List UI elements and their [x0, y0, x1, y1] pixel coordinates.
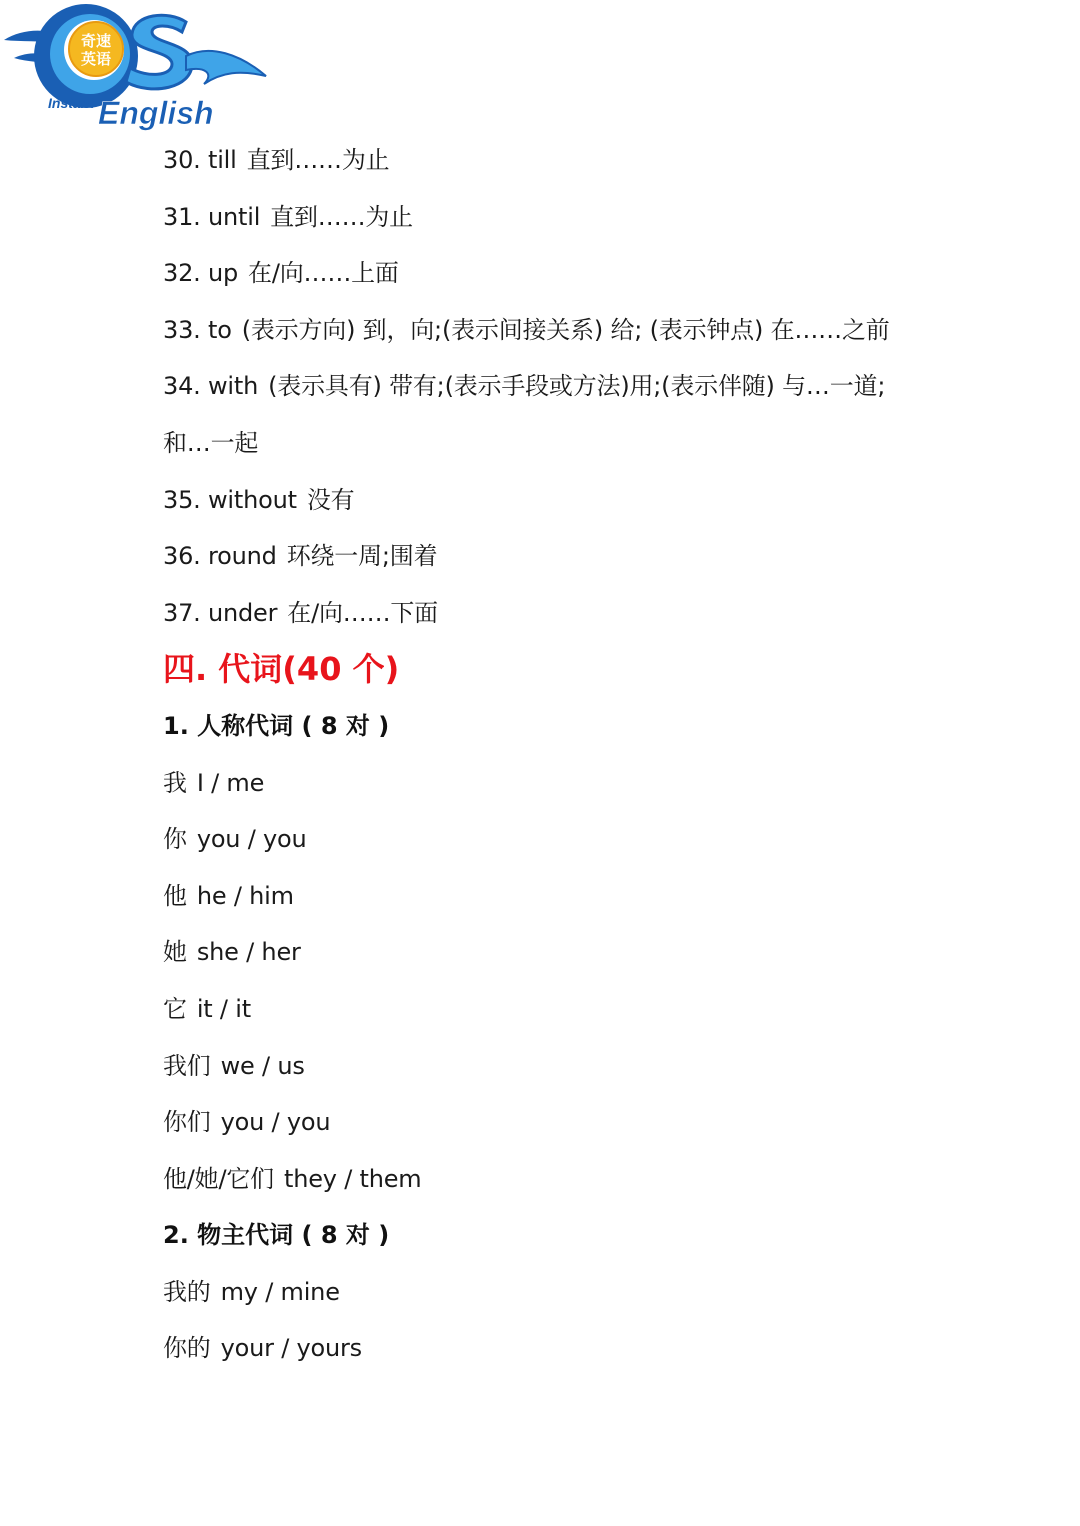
pronoun-chinese: 我们	[163, 1051, 211, 1080]
preposition-meaning: 在/向……下面	[287, 598, 438, 627]
preposition-meaning: 直到……为止	[246, 146, 390, 174]
preposition-meaning: (表示方向) 到，向;(表示间接关系) 给; (表示钟点) 在……之前	[241, 315, 890, 344]
preposition-word: 34. with	[163, 372, 259, 401]
preposition-item	[163, 528, 1043, 585]
pronoun-chinese: 你们	[163, 1108, 211, 1137]
preposition-word: 33. to	[163, 315, 232, 344]
pronoun-english: I / me	[196, 768, 265, 797]
pronoun-chinese: 我的	[163, 1277, 211, 1306]
preposition-item	[163, 132, 1043, 189]
pronoun-item	[163, 1264, 1043, 1321]
pronoun-chinese: 你的	[163, 1334, 211, 1363]
logo-english-text: English	[98, 95, 214, 131]
pronoun-chinese: 他	[163, 881, 187, 910]
preposition-word: 31. until	[163, 202, 261, 231]
subsection-title-personal-pronouns: 1. 人称代词 ( 8 对 )	[163, 711, 390, 740]
preposition-meaning: 环绕一周;围着	[286, 542, 438, 571]
preposition-meaning: 没有	[306, 485, 355, 514]
pronoun-chinese: 我	[163, 768, 187, 797]
logo-instant-text: Instant	[48, 95, 94, 111]
pronoun-english: my / mine	[220, 1277, 340, 1306]
preposition-word: 32. up	[163, 259, 239, 288]
pronoun-item	[163, 1038, 1043, 1095]
preposition-word: 36. round	[163, 542, 277, 571]
pronoun-item	[163, 868, 1043, 925]
pronoun-item	[163, 924, 1043, 981]
preposition-word: 37. under	[163, 598, 278, 627]
pronoun-english: they / them	[283, 1164, 422, 1193]
preposition-word: 35. without	[163, 485, 297, 514]
instant-english-logo	[0, 0, 270, 135]
pronoun-item	[163, 1094, 1043, 1151]
pronoun-item	[163, 755, 1043, 812]
subsection-title-possessive-pronouns: 2. 物主代词 ( 8 对 )	[163, 1221, 390, 1250]
pronoun-english: we / us	[220, 1051, 305, 1080]
pronoun-english: your / yours	[220, 1334, 362, 1363]
pronoun-english: she / her	[196, 938, 301, 967]
preposition-meaning: 在/向……上面	[248, 259, 399, 288]
logo-wing-icon	[186, 51, 266, 84]
preposition-item	[163, 302, 1043, 359]
pronoun-item	[163, 981, 1043, 1038]
pronoun-item	[163, 1320, 1043, 1377]
section-title-pronouns: 四. 代词(40 个)	[163, 650, 400, 689]
logo-badge-line1: 奇速	[80, 32, 112, 50]
pronoun-english: you / you	[196, 825, 307, 854]
logo-badge-line2: 英语	[80, 50, 112, 68]
pronoun-chinese: 你	[163, 825, 187, 854]
preposition-item	[163, 358, 1043, 415]
preposition-item	[163, 585, 1043, 642]
document-content	[163, 132, 1043, 1377]
pronoun-english: it / it	[196, 994, 251, 1023]
pronoun-item	[163, 1151, 1043, 1208]
pronoun-chinese: 她	[163, 938, 187, 967]
preposition-word: 30. till	[163, 146, 237, 174]
pronoun-english: you / you	[220, 1108, 331, 1137]
preposition-item	[163, 189, 1043, 246]
preposition-item-continuation	[163, 415, 1043, 472]
pronoun-chinese: 它	[163, 994, 187, 1023]
pronoun-item	[163, 811, 1043, 868]
preposition-item	[163, 245, 1043, 302]
preposition-meaning: 和…一起	[163, 428, 259, 457]
preposition-item	[163, 472, 1043, 529]
preposition-meaning: 直到……为止	[270, 202, 413, 231]
preposition-meaning: (表示具有) 带有;(表示手段或方法)用;(表示伴随) 与…一道;	[268, 372, 886, 401]
pronoun-chinese: 他/她/它们	[163, 1164, 274, 1193]
pronoun-english: he / him	[196, 881, 294, 910]
